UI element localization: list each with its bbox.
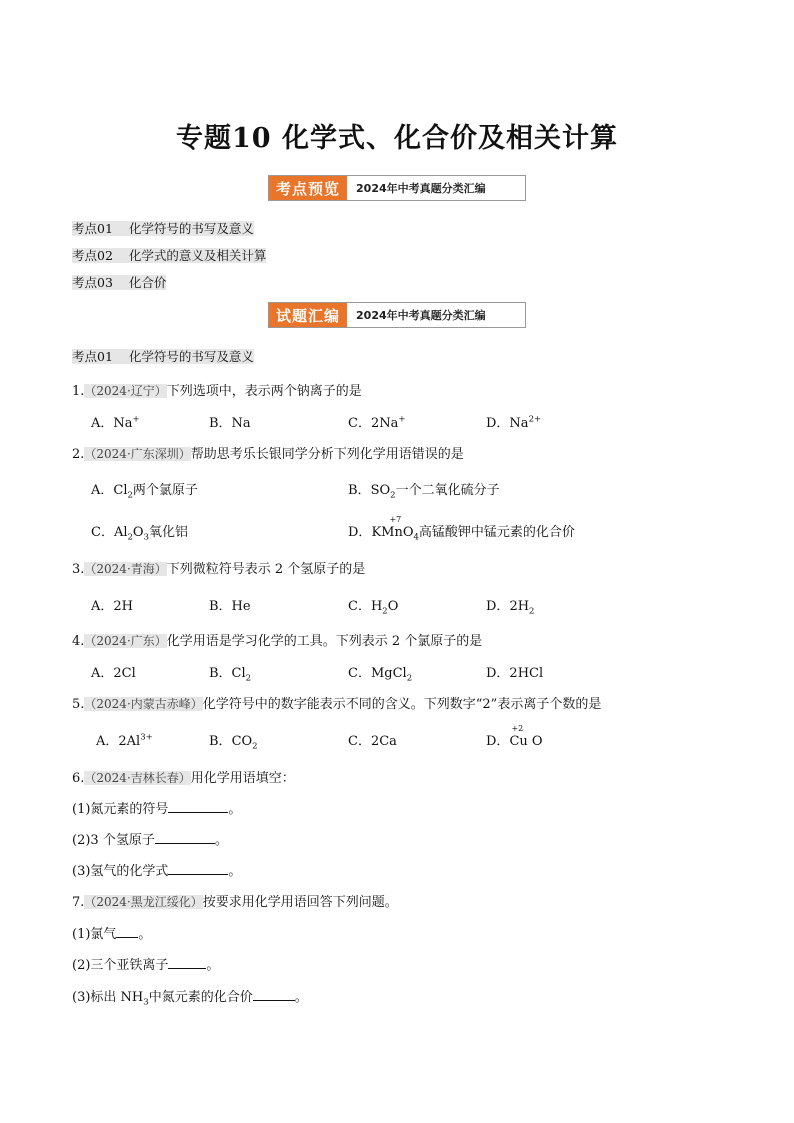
question-source: （2024·辽宁） [84, 384, 167, 398]
q5-option-b: B．$CO_2$ [209, 734, 258, 752]
valence-mark: +7 [389, 515, 402, 524]
question-source: （2024·广东） [84, 634, 167, 648]
q1-option-a: A．Na+ [91, 414, 140, 431]
q3-option-a: A．2H [91, 599, 133, 614]
q1-option-c: C．2Na+ [348, 414, 406, 431]
question-2: 2.（2024·广东深圳）帮助思考乐长银同学分析下列化学用语错误的是 [72, 447, 464, 462]
question-3: 3.（2024·青海）下列微粒符号表示 2 个氢原子的是 [72, 562, 366, 577]
toc-item: 考点01 化学符号的书写及意义 [72, 221, 254, 236]
toc-item: 考点02 化学式的意义及相关计算 [72, 248, 267, 263]
q7-part-3: (3)标出 $NH_3$中氮元素的化合价 。 [72, 990, 308, 1008]
question-source: （2024·吉林长春） [84, 771, 191, 785]
question-1: 1.（2024·辽宁）下列选项中，表示两个钠离子的是 [72, 384, 362, 399]
question-source: （2024·内蒙古赤峰） [84, 697, 203, 711]
questions-banner-tag: 试题汇编 [269, 303, 347, 327]
question-source: （2024·黑龙江绥化） [84, 895, 203, 909]
q5-option-a: A．$2Al^{3+}$ [96, 732, 153, 749]
question-6: 6.（2024·吉林长春）用化学用语填空： [72, 771, 295, 786]
answer-blank[interactable] [168, 863, 228, 875]
q2-option-a: A．$Cl_2$两个氯原子 [91, 483, 198, 501]
answer-blank[interactable] [116, 926, 138, 938]
q7-part-1: (1)氯气 。 [72, 927, 152, 942]
preview-banner [268, 175, 526, 201]
question-7: 7.（2024·黑龙江绥化）按要求用化学用语回答下列问题。 [72, 895, 398, 910]
section-heading: 考点01 化学符号的书写及意义 [72, 349, 254, 364]
questions-banner [268, 302, 526, 328]
answer-blank[interactable] [253, 989, 295, 1001]
q4-option-c: C．MgCl$_2$ [348, 666, 413, 684]
q4-option-a: A．2Cl [91, 666, 136, 681]
q6-part-1: (1)氮元素的符号 。 [72, 802, 242, 817]
question-source: （2024·青海） [84, 562, 167, 576]
answer-blank[interactable] [155, 832, 215, 844]
q2-option-b: B．$SO_2$一个二氧化硫分子 [348, 483, 500, 501]
q7-part-2: (2)三个亚铁离子 。 [72, 958, 220, 973]
questions-banner-subtitle: 2024年中考真题分类汇编 [356, 309, 486, 322]
q2-option-d: D． +7 KMnO$_4$高锰酸钾中锰元素的化合价 [348, 515, 575, 543]
q3-option-d: D．$2H_2$ [486, 599, 535, 617]
page-title: 专题10 化学式、化合价及相关计算 [176, 123, 618, 154]
question-source: （2024·广东深圳） [84, 447, 191, 461]
q1-option-b: B．Na [209, 416, 251, 431]
q3-option-b: B．He [209, 599, 251, 614]
question-5: 5.（2024·内蒙古赤峰）化学符号中的数字能表示不同的含义。下列数字“2”表示离子个数的是 [72, 697, 602, 712]
q4-option-b: B．$Cl_2$ [209, 666, 252, 684]
q3-option-c: C．$H_2O$ [348, 599, 399, 617]
valence-mark: +2 [511, 724, 524, 733]
q5-option-c: C．2Ca [348, 734, 397, 749]
toc-item: 考点03 化合价 [72, 275, 167, 290]
q6-part-3: (3)氢气的化学式 。 [72, 864, 242, 879]
preview-banner-subtitle: 2024年中考真题分类汇编 [356, 182, 486, 195]
question-4: 4.（2024·广东）化学用语是学习化学的工具。下列表示 2 个氯原子的是 [72, 634, 483, 649]
answer-blank[interactable] [168, 801, 228, 813]
q2-option-c: C．$Al_2O_3$氧化铝 [91, 525, 189, 543]
q6-part-2: (2)3 个氢原子 。 [72, 833, 228, 848]
q4-option-d: D．2HCl [486, 666, 544, 681]
answer-blank[interactable] [168, 957, 206, 969]
q1-option-d: D．$Na^{2+}$ [486, 414, 542, 431]
preview-banner-tag: 考点预览 [269, 176, 347, 200]
q5-option-d: D． +2 Cu O [486, 724, 543, 749]
